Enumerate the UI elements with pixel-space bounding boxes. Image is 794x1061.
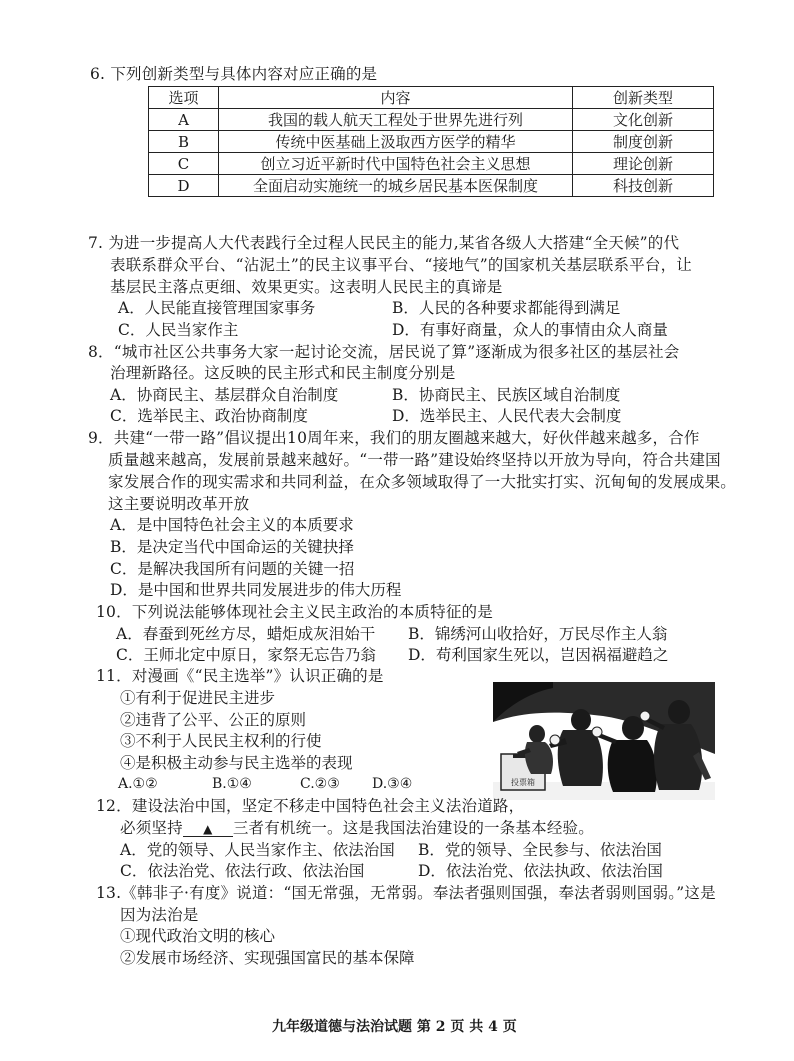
q7-option-d: D．有事好商量，众人的事情由众人商量 — [392, 321, 668, 339]
q7-line-1: 7. 为进一步提高人大代表践行全过程人民民主的能力,某省各级人大搭建“全天候”的代 — [88, 234, 680, 252]
table-row — [149, 131, 714, 153]
q9-line-1: 9．共建“一带一路”倡议提出10周年来，我们的朋友圈越来越大，好伙伴越来越多，合作 — [88, 429, 700, 447]
q12-line-2-suffix: 三者有机统一。这是我国法治建设的一条基本经验。 — [232, 819, 594, 837]
q11-statement-3: ③不利于人民民主权利的行使 — [120, 732, 322, 750]
table-cell: B — [149, 131, 219, 153]
table-row — [149, 109, 714, 131]
q9-line-3: 家发展合作的现实需求和共同利益，在众多领域取得了一大批实打实、沉甸甸的发展成果。 — [108, 473, 737, 491]
table-cell: 我国的载人航天工程处于世界先进行列 — [218, 109, 572, 131]
q12-line-2-prefix: 必须坚持 — [120, 819, 183, 837]
q10-stem: 10．下列说法能够体现社会主义民主政治的本质特征的是 — [96, 603, 493, 621]
table-cell: D — [149, 175, 219, 197]
q6-table — [148, 86, 714, 197]
election-cartoon-image — [493, 682, 715, 800]
table-cell: 文化创新 — [572, 109, 713, 131]
table-header-cell: 选项 — [149, 87, 219, 109]
q7-line-2: 表联系群众平台、“沾泥土”的民主议事平台、“接地气”的国家机关基层联系平台，让 — [110, 256, 692, 274]
q9-option-c: C．是解决我国所有问题的关键一招 — [110, 560, 355, 578]
q13-line-1: 13.《韩非子·有度》说道：“国无常强，无常弱。奉法者强则国强，奉法者弱则国弱。”这是 — [96, 884, 716, 902]
table-cell: 制度创新 — [572, 131, 713, 153]
q10-option-d: D．苟利国家生死以，岂因祸福避趋之 — [408, 646, 669, 664]
q11-option-a: A.①② — [118, 776, 158, 792]
table-cell: 创立习近平新时代中国特色社会主义思想 — [218, 153, 572, 175]
q13-line-2: 因为法治是 — [120, 906, 199, 924]
table-cell: 理论创新 — [572, 153, 713, 175]
q12-line-1: 12．建设法治中国，坚定不移走中国特色社会主义法治道路， — [96, 797, 525, 815]
q7-option-a: A．人民能直接管理国家事务 — [118, 299, 316, 317]
table-header-cell: 创新类型 — [572, 87, 713, 109]
q12-option-d: D．依法治党、依法执政、依法治国 — [418, 862, 663, 880]
q7-option-b: B．人民的各种要求都能得到满足 — [392, 299, 621, 317]
q12-blank: ▲ — [183, 822, 233, 837]
table-row — [149, 175, 714, 197]
q9-option-a: A．是中国特色社会主义的本质要求 — [110, 516, 354, 534]
q7-line-3: 基层民主落点更细、效果更实。这表明人民民主的真谛是 — [110, 278, 503, 296]
table-row — [149, 153, 714, 175]
table-cell: C — [149, 153, 219, 175]
table-header-row — [149, 87, 714, 109]
q7-option-c: C．人民当家作主 — [118, 321, 239, 339]
table-cell: 全面启动实施统一的城乡居民基本医保制度 — [218, 175, 572, 197]
q8-option-d: D．选举民主、人民代表大会制度 — [392, 407, 622, 425]
q11-statement-1: ①有利于促进民主进步 — [120, 689, 276, 707]
q10-option-a: A．春蚕到死丝方尽，蜡炬成灰泪始干 — [116, 625, 376, 643]
q8-line-2: 治理新路径。这反映的民主形式和民主制度分别是 — [110, 364, 456, 382]
q11-option-c: C.②③ — [300, 776, 340, 792]
q10-option-c: C．王师北定中原日，家祭无忘告乃翁 — [116, 646, 376, 664]
q11-statement-2: ②违背了公平、公正的原则 — [120, 711, 307, 729]
q8-option-a: A．协商民主、基层群众自治制度 — [110, 386, 339, 404]
q13-statement-1: ①现代政治文明的核心 — [120, 927, 276, 945]
q8-option-b: B．协商民主、民族区域自治制度 — [392, 386, 621, 404]
table-cell: A — [149, 109, 219, 131]
q13-statement-2: ②发展市场经济、实现强国富民的基本保障 — [120, 949, 415, 967]
q9-option-d: D．是中国和世界共同发展进步的伟大历程 — [110, 581, 402, 599]
q11-statement-4: ④是积极主动参与民主选举的表现 — [120, 754, 353, 772]
q12-option-a: A．党的领导、人民当家作主、依法治国 — [120, 841, 395, 859]
q12-option-b: B．党的领导、全民参与、依法治国 — [418, 841, 662, 859]
cartoon-ballot-label: 投票箱 — [511, 778, 535, 787]
q8-option-c: C．选举民主、政治协商制度 — [110, 407, 308, 425]
q9-line-4: 这主要说明改革开放 — [108, 495, 250, 513]
table-cell: 传统中医基础上汲取西方医学的精华 — [218, 131, 572, 153]
q8-line-1: 8．“城市社区公共事务大家一起讨论交流，居民说了算”逐渐成为很多社区的基层社会 — [88, 343, 680, 361]
q11-option-b: B.①④ — [212, 776, 252, 792]
page-footer: 九年级道德与法治试题 第 2 页 共 4 页 — [272, 1019, 517, 1035]
q12-option-c: C．依法治党、依法行政、依法治国 — [120, 862, 365, 880]
q10-option-b: B．锦绣河山收拾好，万民尽作主人翁 — [408, 625, 668, 643]
q11-stem: 11．对漫画《“民主选举”》认识正确的是 — [96, 667, 384, 685]
q9-option-b: B．是决定当代中国命运的关键抉择 — [110, 538, 354, 556]
q12-line-2 — [120, 818, 594, 838]
table-header-cell: 内容 — [218, 87, 572, 109]
q9-line-2: 质量越来越高，发展前景越来越好。“一带一路”建设始终坚持以开放为导向，符合共建国 — [108, 451, 721, 469]
q11-option-d: D.③④ — [372, 776, 413, 792]
table-cell: 科技创新 — [572, 175, 713, 197]
q6-stem: 6. 下列创新类型与具体内容对应正确的是 — [90, 65, 378, 83]
